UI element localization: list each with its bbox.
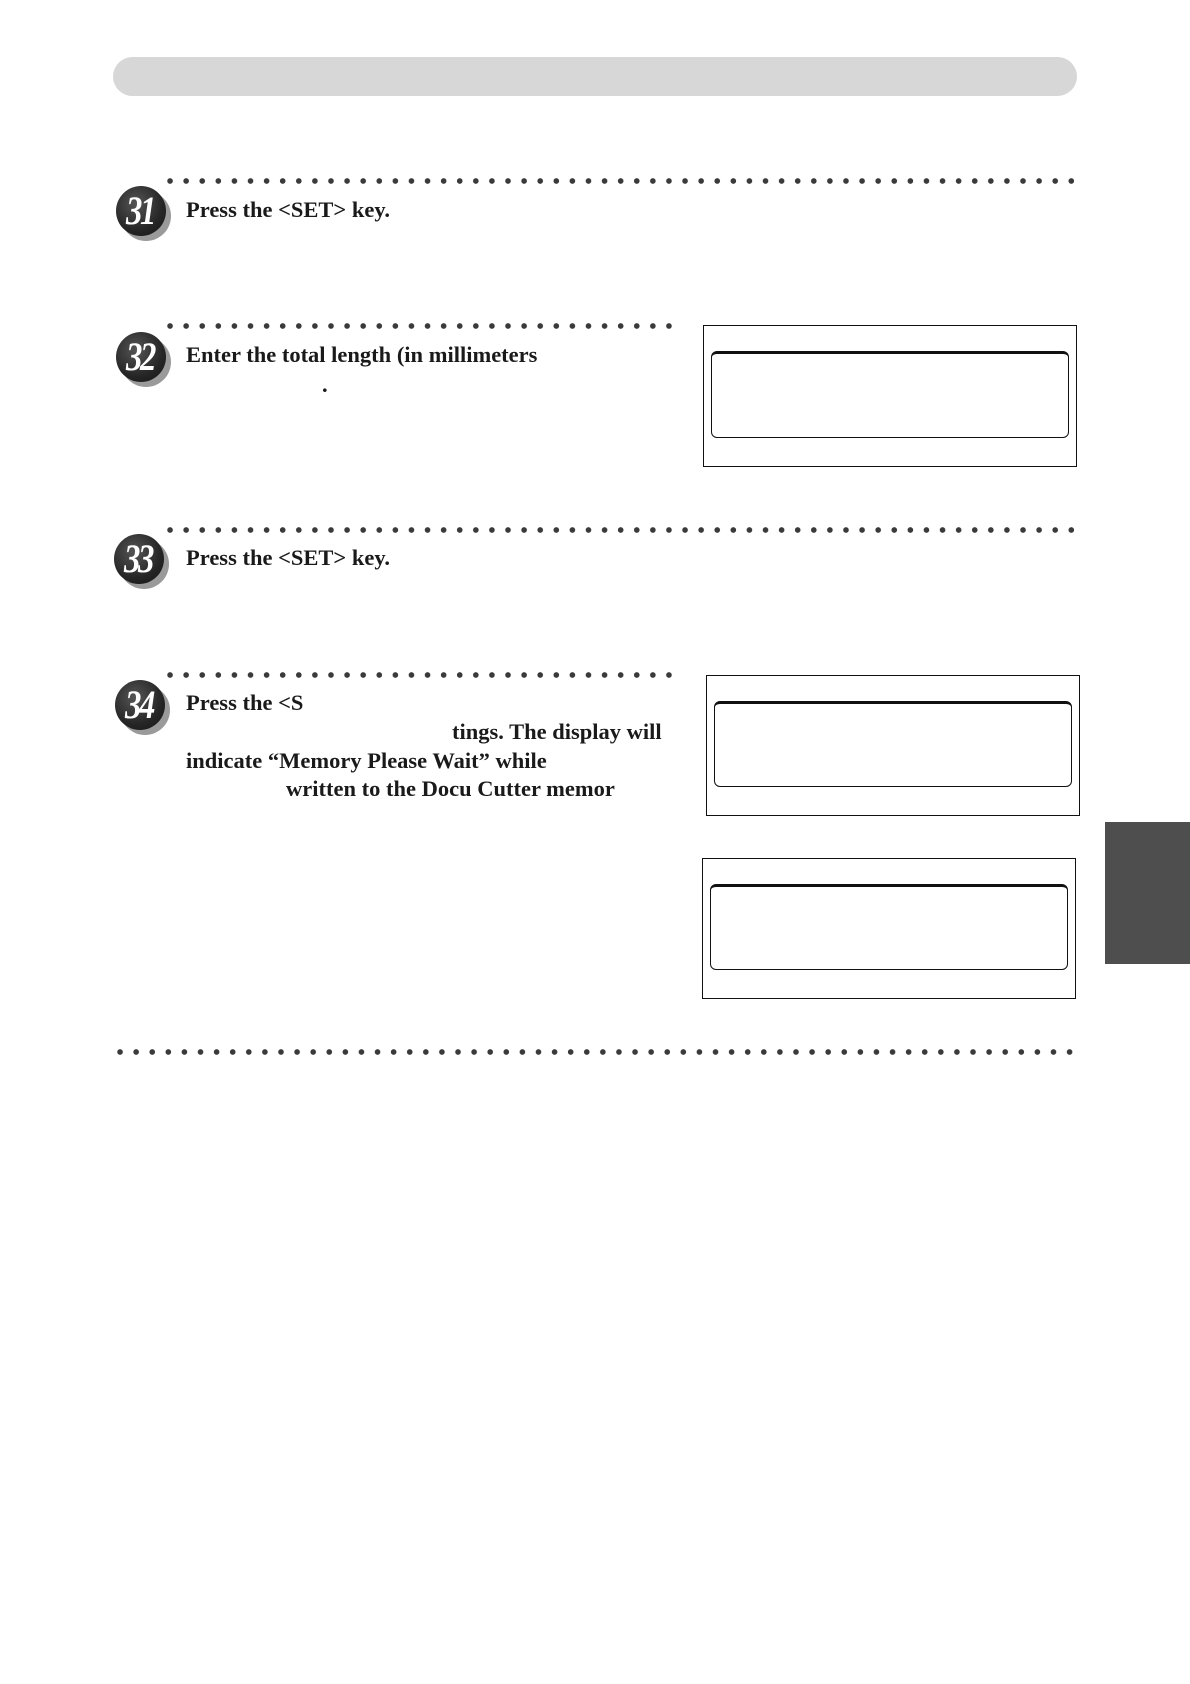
step-number: 32 (125, 334, 154, 379)
step-instruction: Enter the total length (in millimeters (186, 342, 538, 367)
chapter-side-tab (1105, 822, 1190, 964)
step-instruction-line: indicate “Memory Please Wait” while (186, 748, 547, 773)
header-bar (113, 57, 1077, 96)
lcd-screen (710, 884, 1068, 970)
step-instruction-line: written to the Docu Cutter memor (286, 776, 615, 801)
step-separator (162, 323, 680, 329)
step-number: 31 (125, 188, 154, 233)
step-instruction-line: tings. The display will (452, 719, 662, 744)
step-separator (162, 672, 680, 678)
step-number: 33 (123, 536, 152, 581)
lcd-screen (714, 701, 1072, 787)
step-instruction: Press the <SET> key. (186, 545, 390, 570)
step-number-badge (114, 534, 164, 584)
lcd-display-panel (702, 858, 1076, 999)
step-instruction: Press the <SET> key. (186, 197, 390, 222)
step-number: 34 (124, 682, 153, 727)
step-separator (162, 178, 1077, 184)
lcd-screen (711, 351, 1069, 438)
lcd-display-panel (703, 325, 1077, 467)
step-instruction-line: . (322, 372, 328, 397)
step-instruction: Press the <S (186, 690, 304, 715)
step-number-badge (115, 680, 165, 730)
lcd-display-panel (706, 675, 1080, 816)
step-number-badge (116, 186, 166, 236)
step-number-badge (116, 332, 166, 382)
step-separator (162, 527, 1077, 533)
section-end-separator (112, 1049, 1077, 1055)
